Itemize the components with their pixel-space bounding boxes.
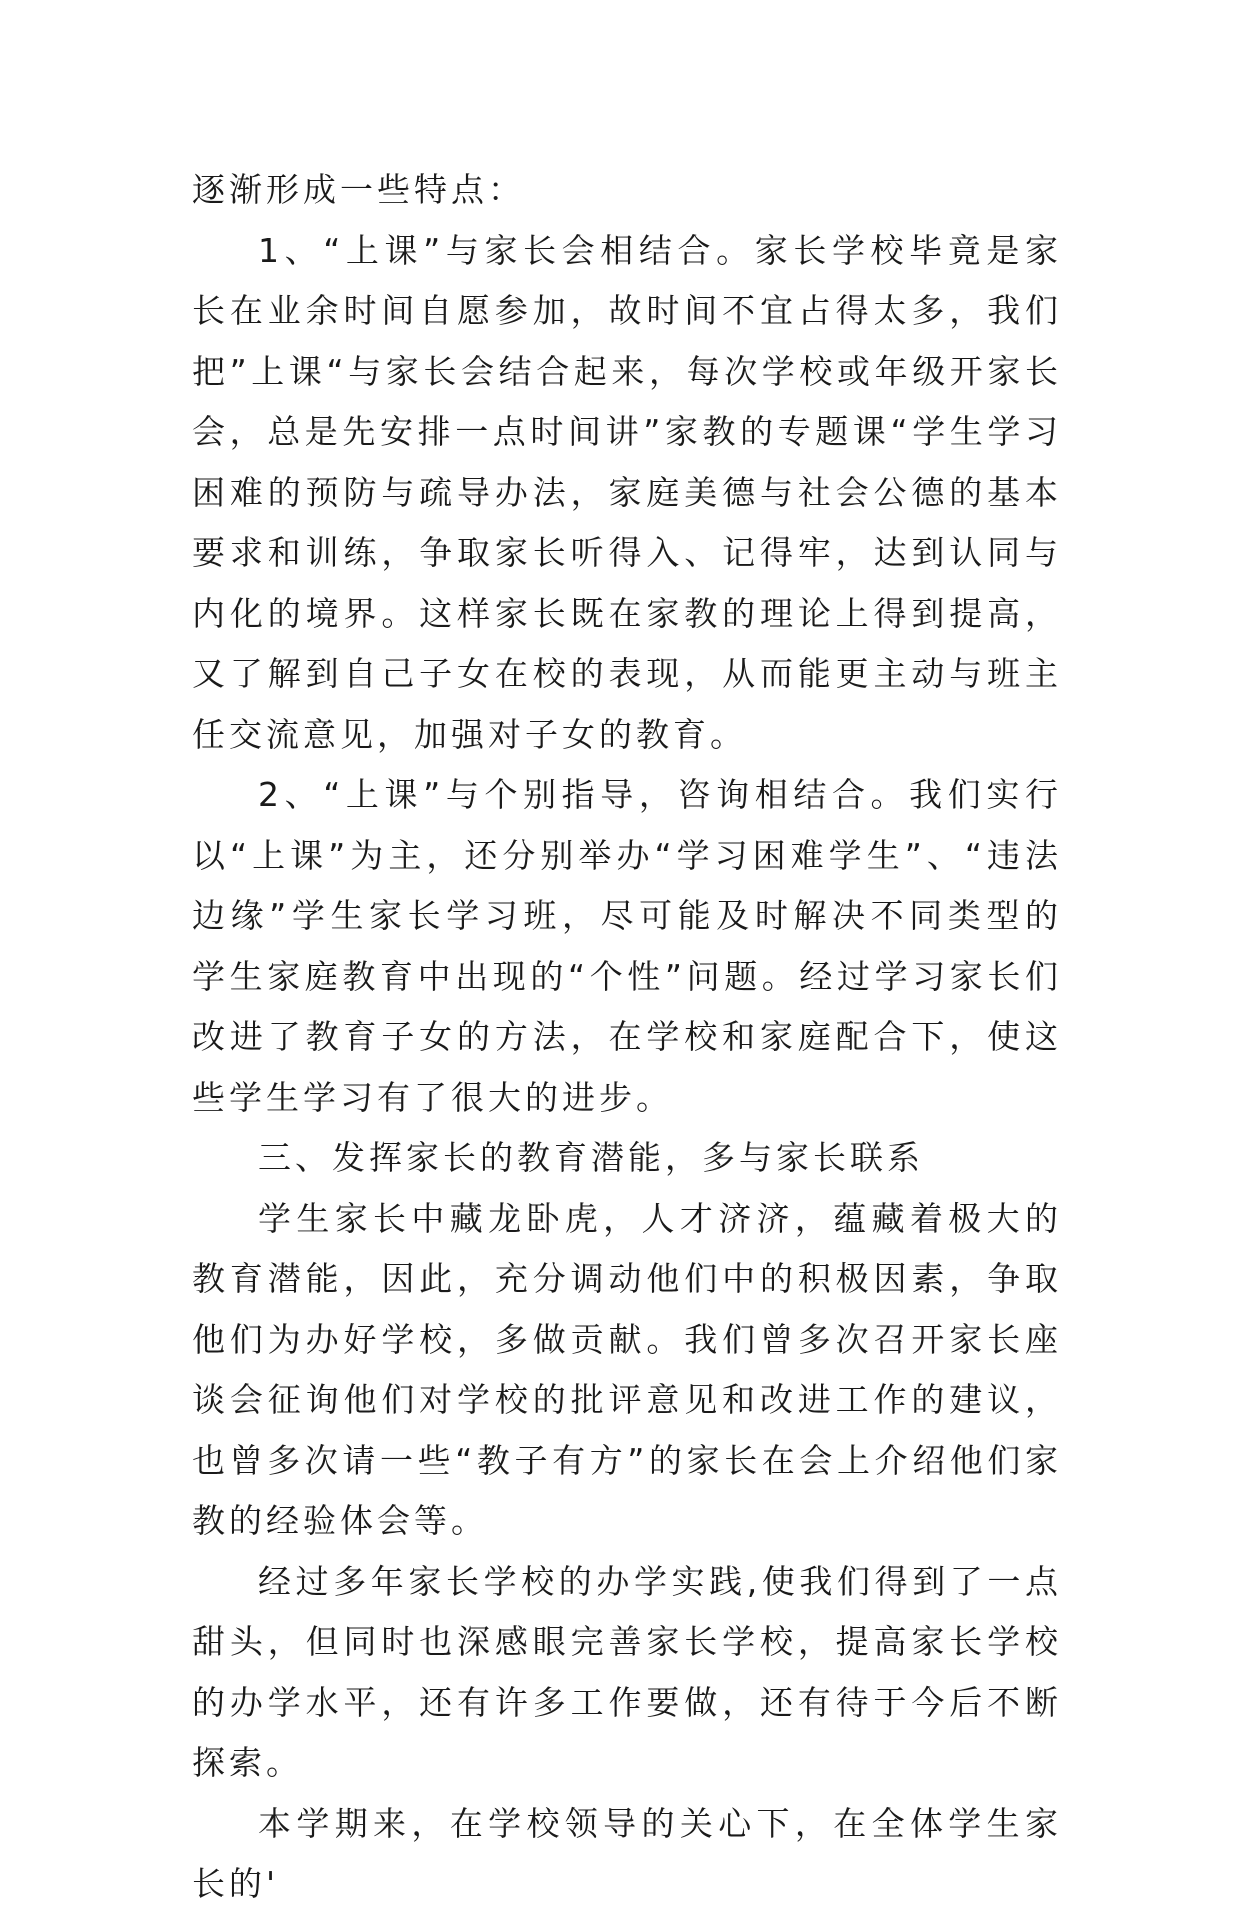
paragraph-section-3-body: 学生家长中藏龙卧虎，人才济济，蕴藏着极大的教育潜能，因此，充分调动他们中的积极因素，争取他们为办好学校，多做贡献。我们曾多次召开家长座谈会征询他们对学校的批评意见和改进工作的建议，也曾多次请一些“教子有方”的家长在会上介绍他们家教的经验体会等。 — [192, 1198, 1062, 1540]
paragraph-point-2: 2、“上课”与个别指导，咨询相结合。我们实行以“上课”为主，还分别举办“学习困难学生”、“违法边缘”学生家长学习班，尽可能及时解决不同类型的学生家庭教育中出现的“个性”问题。经过学习家长们改进了教育子女的方法，在学校和家庭配合下，使这些学生学习有了很大的进步。 — [192, 775, 1062, 1117]
paragraph-intro: 逐渐形成一些特点： — [192, 170, 525, 209]
section-heading-3: 三、发挥家长的教育潜能，多与家长联系 — [258, 1138, 924, 1177]
paragraph-point-1: 1、“上课”与家长会相结合。家长学校毕竟是家长在业余时间自愿参加，故时间不宜占得太多，我们把”上课“与家长会结合起来，每次学校或年级开家长会，总是先安排一点时间讲”家教的专题课“学生学习困难的预防与疏导办法，家庭美德与社会公德的基本要求和训练，争取家长听得入、记得牢，达到认同与内化的境界。这样家长既在家教的理论上得到提高，又了解到自己子女在校的表现，从而能更主动与班主任交流意见，加强对子女的教育。 — [192, 230, 1062, 754]
paragraph-semester: 本学期来，在学校领导的关心下，在全体学生家长的' — [192, 1803, 1062, 1903]
paragraph-summary: 经过多年家长学校的办学实践,使我们得到了一点甜头，但同时也深感眼完善家长学校，提高家长学校的办学水平，还有许多工作要做，还有待于今后不断探索。 — [192, 1561, 1062, 1782]
document-body — [192, 160, 1062, 1915]
